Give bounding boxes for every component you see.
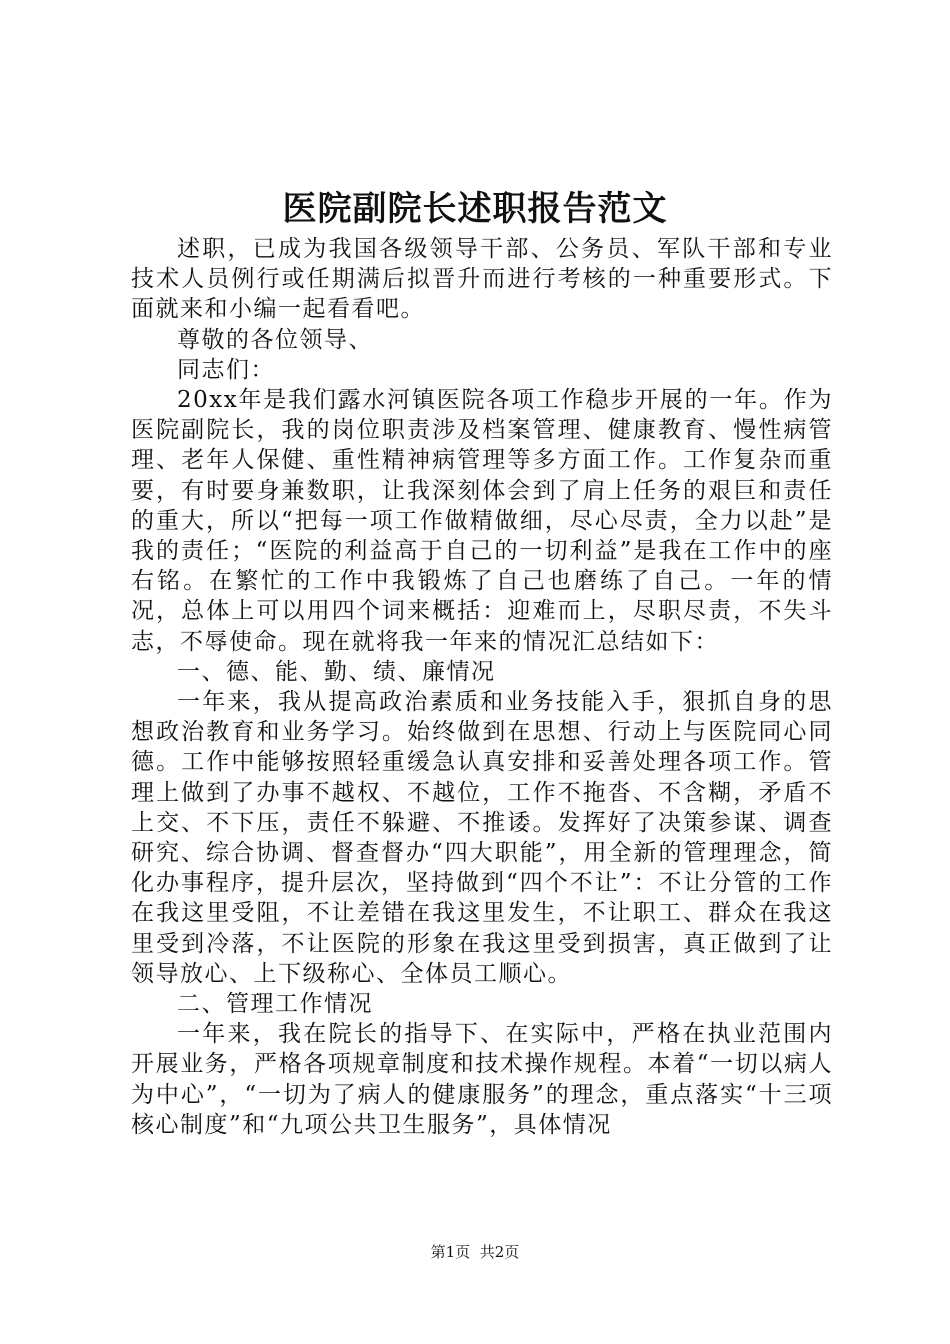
salutation-line: 尊敬的各位领导、 xyxy=(177,326,373,353)
page-footer xyxy=(0,1241,950,1263)
intro-paragraph: 述职，已成为我国各级领导干部、公务员、军队干部和专业技术人员例行或任期满后拟晋升而进行考核的一种重要形式。下面就来和小编一起看看吧。 xyxy=(131,236,833,323)
body-paragraph: 20xx年是我们露水河镇医院各项工作稳步开展的一年。作为医院副院长，我的岗位职责涉及档案管理、健康教育、慢性病管理、老年人保健、重性精神病管理等多方面工作。工作复杂而重要，有时要身兼数职，让我深刻体会到了肩上任务的艰巨和责任的重大，所以“把每一项工作做精做细，尽心尽责，全力以赴”是我的责任；“医院的利益高于自己的一切利益”是我在工作中的座右铭。在繁忙的工作中我锻炼了自己也磨练了自己。一年的情况，总体上可以用四个词来概括：迎难而上，尽职尽责，不失斗志，不辱使命。现在就将我一年来的情况汇总结如下： xyxy=(131,387,833,655)
salutation-line: 同志们： xyxy=(177,356,275,383)
body-paragraph: 一年来，我从提高政治素质和业务技能入手，狠抓自身的思想政治教育和业务学习。始终做到在思想、行动上与医院同心同德。工作中能够按照轻重缓急认真安排和妥善处理各项工作。管理上做到了办事不越权、不越位，工作不拖沓、不含糊，矛盾不上交、不下压，责任不躲避、不推诿。发挥好了决策参谋、调查研究、综合协调、督查督办“四大职能”，用全新的管理理念，简化办事程序，提升层次，坚持做到“四个不让”：不让分管的工作在我这里受阻，不让差错在我这里发生，不让职工、群众在我这里受到冷落，不让医院的形象在我这里受到损害，真正做到了让领导放心、上下级称心、全体员工顺心。 xyxy=(131,689,833,987)
section-heading: 二、管理工作情况 xyxy=(177,991,373,1018)
document-body xyxy=(131,234,833,1140)
section-heading: 一、德、能、勤、绩、廉情况 xyxy=(177,658,496,685)
page-total: 共2页 xyxy=(479,1243,520,1261)
page-number: 第1页 xyxy=(430,1243,471,1261)
body-paragraph: 一年来，我在院长的指导下、在实际中，严格在执业范围内开展业务，严格各项规章制度和技术操作规程。本着“一切以病人为中心”，“一切为了病人的健康服务”的理念，重点落实“十三项核心制度”和“九项公共卫生服务”，具体情况 xyxy=(131,1021,833,1138)
document-title: 医院副院长述职报告范文 xyxy=(282,189,668,229)
